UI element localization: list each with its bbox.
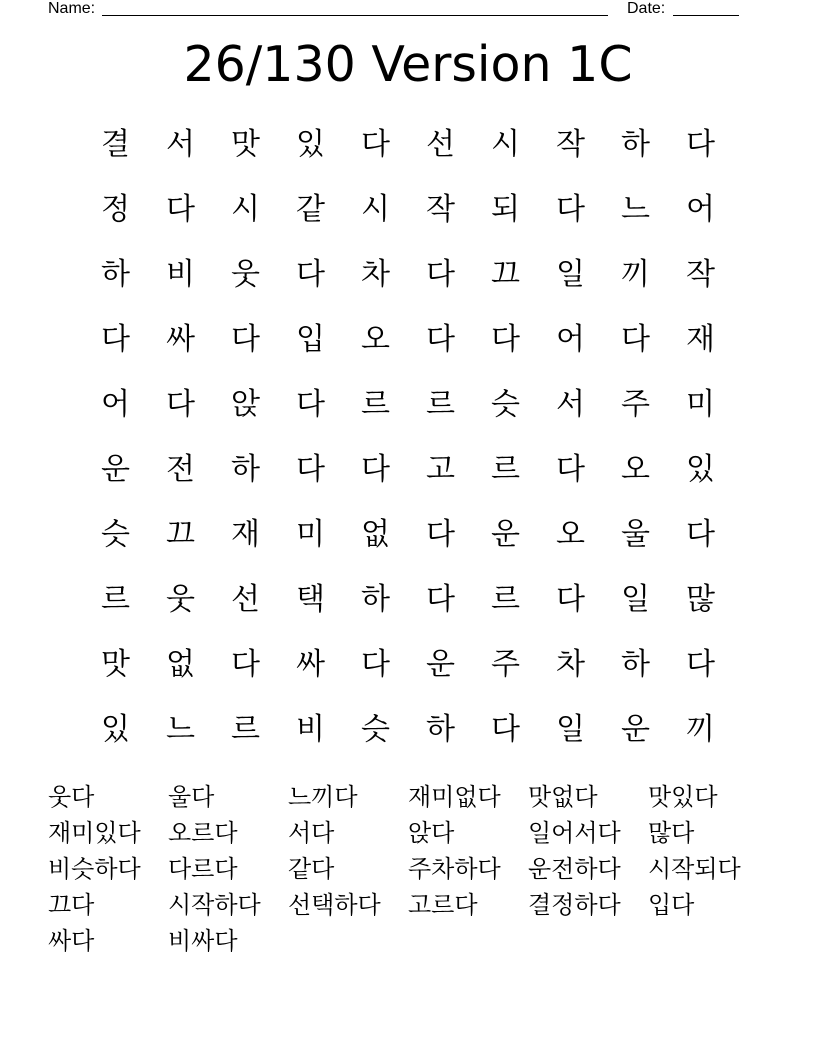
- name-blank-line: [102, 0, 608, 16]
- grid-cell: 르: [361, 387, 390, 422]
- grid-cell: 울: [621, 517, 650, 552]
- grid-cell: 있: [101, 712, 130, 747]
- grid-cell: 다: [621, 322, 650, 357]
- grid-cell: 없: [166, 647, 195, 682]
- word-bank-item: 다르다: [168, 855, 238, 883]
- word-bank-item: 느끼다: [288, 783, 358, 811]
- grid-row: [83, 567, 733, 632]
- grid-cell: 끄: [491, 257, 520, 292]
- grid-cell: 하: [621, 647, 650, 682]
- grid-cell: 르: [101, 582, 130, 617]
- grid-cell: 재: [231, 517, 260, 552]
- grid-cell: 맛: [101, 647, 130, 682]
- grid-cell: 다: [361, 452, 390, 487]
- grid-cell: 끄: [166, 517, 195, 552]
- grid-cell: 있: [686, 452, 715, 487]
- word-bank-item: 웃다: [48, 783, 95, 811]
- grid-cell: 다: [686, 127, 715, 162]
- grid-cell: 일: [556, 257, 585, 292]
- grid-row: [83, 632, 733, 697]
- grid-cell: 하: [621, 127, 650, 162]
- grid-cell: 웃: [166, 582, 195, 617]
- grid-cell: 택: [296, 582, 325, 617]
- grid-cell: 운: [101, 452, 130, 487]
- name-label: Name:: [48, 0, 96, 17]
- grid-cell: 웃: [231, 257, 260, 292]
- grid-cell: 다: [231, 322, 260, 357]
- grid-cell: 운: [621, 712, 650, 747]
- grid-cell: 하: [361, 582, 390, 617]
- grid-cell: 작: [426, 192, 455, 227]
- grid-cell: 오: [621, 452, 650, 487]
- date-blank-line: [673, 0, 739, 16]
- grid-cell: 미: [686, 387, 715, 422]
- grid-row: [83, 177, 733, 242]
- grid-cell: 작: [686, 257, 715, 292]
- grid-cell: 어: [101, 387, 130, 422]
- grid-cell: 다: [491, 322, 520, 357]
- grid-cell: 다: [231, 647, 260, 682]
- word-bank-row: [48, 851, 768, 887]
- worksheet-title: 26/130 Version 1C: [183, 36, 633, 93]
- grid-cell: 시: [361, 192, 390, 227]
- grid-cell: 결: [101, 127, 130, 162]
- grid-row: [83, 112, 733, 177]
- word-bank-item: 오르다: [168, 819, 238, 847]
- word-bank-row: [48, 815, 768, 851]
- grid-cell: 맛: [231, 127, 260, 162]
- grid-cell: 오: [361, 322, 390, 357]
- grid-cell: 느: [166, 712, 195, 747]
- grid-cell: 르: [491, 452, 520, 487]
- grid-cell: 다: [296, 452, 325, 487]
- word-bank-item: 재미있다: [48, 819, 141, 847]
- grid-cell: 다: [426, 257, 455, 292]
- date-label: Date:: [627, 0, 666, 17]
- name-date-header: [48, 0, 748, 20]
- grid-cell: 다: [556, 582, 585, 617]
- grid-cell: 하: [101, 257, 130, 292]
- word-bank-row: [48, 923, 768, 959]
- grid-cell: 서: [166, 127, 195, 162]
- word-bank-row: [48, 779, 768, 815]
- word-bank-item: 선택하다: [288, 891, 381, 919]
- grid-cell: 다: [361, 127, 390, 162]
- grid-cell: 운: [426, 647, 455, 682]
- word-bank-row: [48, 887, 768, 923]
- word-bank-item: 시작되다: [648, 855, 741, 883]
- grid-cell: 다: [556, 452, 585, 487]
- grid-cell: 같: [296, 192, 325, 227]
- grid-cell: 운: [491, 517, 520, 552]
- grid-cell: 서: [556, 387, 585, 422]
- letter-grid: [83, 112, 733, 762]
- grid-cell: 다: [426, 582, 455, 617]
- grid-cell: 다: [426, 322, 455, 357]
- grid-cell: 다: [101, 322, 130, 357]
- grid-cell: 슷: [101, 517, 130, 552]
- grid-row: [83, 437, 733, 502]
- word-bank-item: 시작하다: [168, 891, 261, 919]
- grid-cell: 느: [621, 192, 650, 227]
- grid-cell: 르: [426, 387, 455, 422]
- grid-cell: 앉: [231, 387, 260, 422]
- grid-cell: 차: [556, 647, 585, 682]
- grid-cell: 비: [296, 712, 325, 747]
- grid-cell: 르: [231, 712, 260, 747]
- grid-cell: 입: [296, 322, 325, 357]
- grid-cell: 재: [686, 322, 715, 357]
- grid-cell: 어: [556, 322, 585, 357]
- word-bank-item: 비싸다: [168, 927, 238, 955]
- grid-cell: 하: [231, 452, 260, 487]
- word-bank-item: 비슷하다: [48, 855, 141, 883]
- grid-row: [83, 242, 733, 307]
- word-bank-item: 운전하다: [528, 855, 621, 883]
- word-bank: [48, 779, 768, 959]
- grid-row: [83, 307, 733, 372]
- word-bank-item: 울다: [168, 783, 215, 811]
- grid-cell: 르: [491, 582, 520, 617]
- grid-cell: 싸: [296, 647, 325, 682]
- grid-cell: 싸: [166, 322, 195, 357]
- word-bank-item: 일어서다: [528, 819, 621, 847]
- grid-cell: 선: [231, 582, 260, 617]
- word-bank-item: 입다: [648, 891, 695, 919]
- grid-cell: 슷: [361, 712, 390, 747]
- grid-cell: 일: [621, 582, 650, 617]
- grid-cell: 주: [621, 387, 650, 422]
- grid-cell: 선: [426, 127, 455, 162]
- grid-cell: 시: [231, 192, 260, 227]
- grid-cell: 미: [296, 517, 325, 552]
- grid-cell: 있: [296, 127, 325, 162]
- grid-cell: 다: [426, 517, 455, 552]
- grid-cell: 끼: [686, 712, 715, 747]
- grid-cell: 어: [686, 192, 715, 227]
- word-bank-item: 결정하다: [528, 891, 621, 919]
- grid-cell: 하: [426, 712, 455, 747]
- grid-cell: 다: [166, 192, 195, 227]
- word-bank-item: 맛없다: [528, 783, 598, 811]
- grid-cell: 작: [556, 127, 585, 162]
- word-bank-item: 같다: [288, 855, 335, 883]
- grid-cell: 되: [491, 192, 520, 227]
- grid-cell: 비: [166, 257, 195, 292]
- word-bank-item: 앉다: [408, 819, 455, 847]
- grid-cell: 차: [361, 257, 390, 292]
- grid-cell: 일: [556, 712, 585, 747]
- grid-cell: 다: [556, 192, 585, 227]
- grid-cell: 많: [686, 582, 715, 617]
- grid-cell: 다: [296, 257, 325, 292]
- word-bank-item: 끄다: [48, 891, 95, 919]
- word-bank-item: 주차하다: [408, 855, 501, 883]
- grid-cell: 다: [166, 387, 195, 422]
- grid-row: [83, 502, 733, 567]
- grid-cell: 시: [491, 127, 520, 162]
- grid-cell: 주: [491, 647, 520, 682]
- grid-cell: 없: [361, 517, 390, 552]
- grid-cell: 다: [296, 387, 325, 422]
- word-bank-item: 재미없다: [408, 783, 501, 811]
- grid-cell: 다: [361, 647, 390, 682]
- grid-cell: 다: [491, 712, 520, 747]
- word-bank-item: 싸다: [48, 927, 95, 955]
- word-bank-item: 맛있다: [648, 783, 718, 811]
- grid-cell: 끼: [621, 257, 650, 292]
- grid-cell: 정: [101, 192, 130, 227]
- grid-cell: 다: [686, 517, 715, 552]
- word-bank-item: 서다: [288, 819, 335, 847]
- word-bank-item: 많다: [648, 819, 695, 847]
- grid-cell: 다: [686, 647, 715, 682]
- grid-cell: 전: [166, 452, 195, 487]
- grid-cell: 고: [426, 452, 455, 487]
- grid-cell: 슷: [491, 387, 520, 422]
- grid-row: [83, 697, 733, 762]
- grid-cell: 오: [556, 517, 585, 552]
- grid-row: [83, 372, 733, 437]
- word-bank-item: 고르다: [408, 891, 478, 919]
